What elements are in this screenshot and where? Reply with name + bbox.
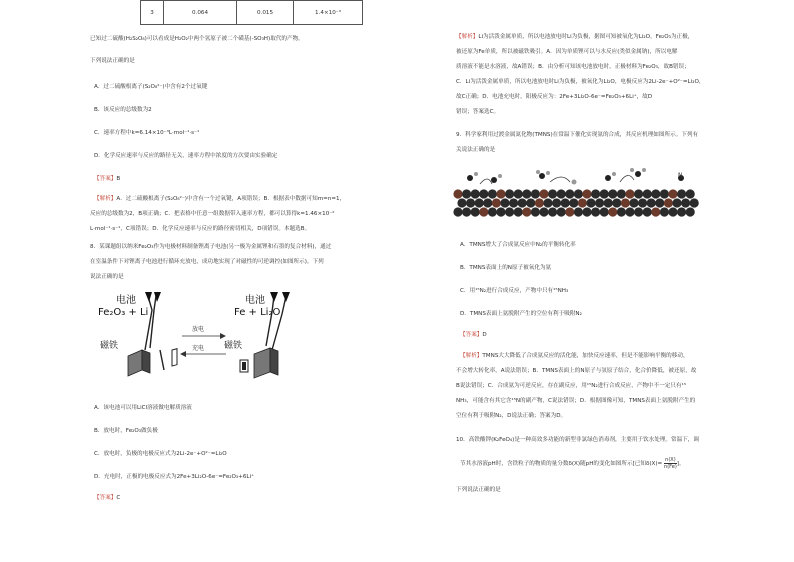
surface-atom	[647, 198, 656, 207]
surface-atom	[466, 198, 475, 207]
surface-atom	[621, 198, 630, 207]
q9-answer-line	[460, 332, 487, 339]
explanation-text: Li为活泼金属单质，所以电池放电时Li为负极，据图可知被氧化为Li₂O，Fe₂O₃为正极，	[478, 34, 694, 40]
question-10-text: 10．高铁酸钾(K₂FeO₄)是一种高效多功能的新型非氯绿色消毒剂，主要用于饮水处理。常温下，调	[456, 437, 699, 443]
answer-value: C	[116, 495, 121, 501]
surface-atom	[677, 189, 686, 198]
question-8-text: 8．某课题组以纳米Fe₂O₃作为电极材料制备锂离子电池(另一极为金属锂和石墨的复合材料)，通过	[90, 244, 332, 250]
explanation-line	[456, 34, 693, 41]
surface-atom	[509, 198, 518, 207]
fig-n-label: N	[678, 172, 683, 179]
table-cell: 3	[141, 1, 164, 25]
surface-atom	[569, 198, 578, 207]
surface-atom	[617, 207, 626, 216]
explanation-text: 错误；答案选C。	[456, 109, 500, 115]
surface-atom	[651, 207, 660, 216]
surface-atom	[488, 207, 497, 216]
surface-atom	[505, 189, 514, 198]
surface-atom	[668, 189, 677, 198]
surface-atom	[457, 198, 466, 207]
question-9-text: 9．科学家利用过渡金属氮化物(TMNS)在常温下催化实现氨的合成，其反应机理如图所示。下列有	[456, 132, 699, 138]
surface-atom	[600, 207, 609, 216]
answer-tag: 【答案】	[94, 495, 117, 501]
surface-atom	[462, 189, 471, 198]
q8-option-d: D．充电时，正极的电极反应式为2Fe+3Li₂O-6e⁻=Fe₂O₃+6Li⁺	[94, 474, 255, 480]
answer-tag: 【答案】	[460, 332, 483, 338]
surface-atom	[535, 198, 544, 207]
electrode-tip	[282, 292, 290, 302]
surface-atom	[496, 189, 505, 198]
surface-atom	[500, 198, 509, 207]
surface-atom	[664, 198, 673, 207]
surface-atom	[488, 189, 497, 198]
q9-option-b: B．TMNS表面上的N原子被氧化为氨	[460, 265, 552, 271]
explanation-text: 质溶液不能是水溶液，故A错误；B．由分析可知该电池放电时，正极材料为Fe₂O₃，故B错误；	[456, 64, 690, 70]
surface-atom	[608, 207, 617, 216]
surface-atom	[586, 198, 595, 207]
explanation-text: A．过二硫酸根离子(S₂O₈²⁻)中含有一个过氧键，A项错误；B．根据表中数据可知m=n=1，	[116, 196, 346, 202]
surface-atom	[557, 207, 566, 216]
option-b: B．该反应的总级数为2	[94, 107, 152, 113]
surface-atom	[548, 189, 557, 198]
surface-atom	[471, 189, 480, 198]
q9-option-d: D．TMNS表面上氨脱附产生的空位有利于吸附N₂	[460, 311, 582, 317]
surface-atom	[686, 207, 695, 216]
battery-left	[128, 350, 142, 376]
fig-right-title: 电池	[245, 295, 265, 306]
q9-option-c: C．用¹⁵N₂进行合成反应，产物中只有¹⁵NH₃	[460, 288, 569, 294]
surface-atom	[582, 207, 591, 216]
explanation-text: 反应的总级数为2，B项正确；C．把表格中任意一组数据带入速率方程，都可以算得k=1.46×10⁻²	[90, 211, 335, 217]
surface-atom	[600, 189, 609, 198]
surface-atom	[505, 207, 514, 216]
answer-value: D	[482, 332, 487, 338]
explanation-text: 故C正确；D．电池充电时，阳极反应为：2Fe+3Li₂O-6e⁻=Fe₂O₃+6Li⁺，故D	[456, 94, 653, 100]
surface-atom	[690, 198, 699, 207]
surface-atom	[643, 189, 652, 198]
surface-atom	[522, 207, 531, 216]
table-cell: 0.064	[164, 1, 237, 25]
surface-atom	[561, 198, 570, 207]
surface-atom	[617, 189, 626, 198]
surface-atom	[681, 198, 690, 207]
surface-atom	[612, 198, 621, 207]
option-c: C．速率方程中k=6.14×10⁻³L·mol⁻¹·s⁻¹	[94, 130, 200, 136]
surface-atom	[531, 189, 540, 198]
question-10-stem: 节其水溶液pH时，含铁粒子的物质的量分数δ(X)随pH的变化如图所示[已知δ(X)=	[460, 461, 663, 467]
answer-value: B	[116, 176, 121, 182]
surface-atom	[483, 198, 492, 207]
fraction-numerator: n(X)	[665, 457, 676, 463]
explanation-text: TMNS大大降低了合成氨反应的活化能，加快反应速率，但是不能影响平衡的移动，	[482, 353, 689, 359]
surface-atom	[578, 198, 587, 207]
electrode-tip	[270, 292, 278, 302]
magnet-left	[172, 349, 177, 366]
surface-atom	[591, 207, 600, 216]
fig-left-magnet-label: 磁铁	[100, 341, 119, 351]
q8-answer-line	[94, 495, 120, 502]
surface-atom	[625, 207, 634, 216]
table-cell: 0.015	[237, 1, 294, 25]
surface-atom	[539, 207, 548, 216]
surface-atom	[565, 189, 574, 198]
magnet-right	[242, 362, 246, 370]
question-8-text: 说法正确的是	[90, 274, 124, 280]
fig-charge-label: 充电	[192, 345, 205, 352]
explanation-text: 不会增大转化率，A说法错误；B．TMNS表面上的N原子与氢原子结合，化合价降低，被还原，故	[456, 368, 697, 374]
explanation-text: 空位有利于吸附N₂，D说法正确；答案为D。	[456, 413, 567, 419]
fig-left-formula: Fe₂O₃ + Li	[98, 307, 149, 318]
surface-atom	[672, 198, 681, 207]
fraction-denominator: n(Fe)	[664, 464, 677, 470]
surface-atom	[548, 207, 557, 216]
table-cell: 1.4×10⁻³	[294, 1, 363, 25]
explanation-line	[460, 353, 689, 360]
fig-discharge-label: 放电	[192, 326, 205, 333]
battery-right	[254, 348, 270, 378]
surface-atom	[643, 207, 652, 216]
surface-atom	[514, 189, 523, 198]
surface-atom	[595, 198, 604, 207]
explanation-text: C．Li为活泼金属单质，所以电池放电时Li为负极，被氧化为Li₂O，电极反应为2Li-2e⁻+O²⁻=Li₂O，	[456, 79, 705, 85]
answer-tag: 【答案】	[94, 176, 117, 182]
question-stem: 下列说法正确的是	[90, 58, 135, 64]
surface-atom	[655, 198, 664, 207]
surface-atom	[565, 207, 574, 216]
surface-atom	[543, 198, 552, 207]
explanation-text: L·mol⁻¹·s⁻¹，C项错误；D．化学反应速率与反应的路径密切相关，D项错误。本题选B。	[90, 226, 311, 232]
surface-atom	[526, 198, 535, 207]
surface-atom	[625, 189, 634, 198]
surface-atom	[608, 189, 617, 198]
fraction-tail: ]。	[676, 461, 685, 467]
surface-atom	[660, 189, 669, 198]
surface-atom	[651, 189, 660, 198]
explanation-text: B说法错误；C．合成氨为可逆反应，存在副反应，用¹⁵N₂进行合成反应，产物中不一定只有¹⁵	[456, 383, 687, 389]
question-9-text: 关说法正确的是	[456, 147, 496, 153]
surface-atom	[496, 207, 505, 216]
surface-atom	[629, 198, 638, 207]
surface-atom	[638, 198, 647, 207]
tmns-mechanism-diagram	[450, 164, 700, 226]
surface-atom	[518, 198, 527, 207]
surface-atom	[582, 189, 591, 198]
explanation-tag: 【解析】	[456, 34, 479, 40]
fig-right-formula: Fe + Li₂O	[234, 307, 281, 318]
surface-atom	[677, 207, 686, 216]
surface-atom	[475, 198, 484, 207]
option-a: A．过二硫酸根离子(S₂O₈²⁻)中含有2个过氧键	[94, 84, 208, 90]
surface-atom	[574, 189, 583, 198]
surface-atom	[479, 207, 488, 216]
surface-atom	[634, 189, 643, 198]
surface-atom	[552, 198, 561, 207]
explanation-text: 被还原为Fe单质，所以被磁铁吸引。A．因为单质锂可以与水反应(类似金属钠)，所以电解	[456, 49, 678, 55]
surface-atom	[471, 207, 480, 216]
q9-option-a: A．TMNS增大了合成氨反应中N₂的平衡转化率	[460, 242, 576, 248]
surface-atom	[660, 207, 669, 216]
surface-atom	[686, 189, 695, 198]
surface-atom	[591, 189, 600, 198]
explanation-tag: 【解析】	[94, 196, 117, 202]
explanation-text: NH₃，可能含有其它含¹⁵N的副产物，C说法错误；D．根据图像可知，TMNS表面上氨脱附产生的	[456, 398, 696, 404]
explanation-line	[94, 196, 345, 203]
question-10-text: 下列说法正确的是	[456, 487, 501, 493]
surface-atom	[514, 207, 523, 216]
table-row	[141, 1, 363, 25]
surface-atom	[668, 207, 677, 216]
question-8-text: 在室温条件下对锂离子电池进行循环充放电，成功地实现了对磁性的可逆调控(如图所示)。下列	[90, 259, 324, 265]
fraction	[664, 457, 677, 470]
q8-option-c: C．放电时，负极的电极反应式为2Li-2e⁻+O²⁻=Li₂O	[94, 451, 227, 457]
surface-atom	[462, 207, 471, 216]
surface-atom	[453, 189, 462, 198]
q8-option-b: B．放电时，Fe₂O₃做负极	[94, 428, 158, 434]
intro-text: 已知过二硫酸(H₂S₂O₈)可以看成是H₂O₂中两个氢原子被二个磺基(-SO₃H)取代的产物。	[90, 36, 304, 42]
surface-atom	[522, 189, 531, 198]
surface-atom	[634, 207, 643, 216]
surface-atom	[479, 189, 488, 198]
rate-table	[140, 0, 363, 25]
fig-left-title: 电池	[116, 295, 136, 306]
surface-atom	[557, 189, 566, 198]
option-d: D．化学反应速率与反应的路径无关，速率方程中浓度的方次要由实验确定	[94, 153, 278, 159]
surface-atom	[531, 207, 540, 216]
surface-atom	[453, 207, 462, 216]
surface-atom	[492, 198, 501, 207]
question-10-text	[460, 457, 685, 470]
surface-atom	[539, 189, 548, 198]
q8-option-a: A．该电池可以用LiCl溶液做电解质溶液	[94, 405, 192, 411]
surface-atom	[604, 198, 613, 207]
explanation-tag: 【解析】	[460, 353, 483, 359]
surface-atom	[574, 207, 583, 216]
fig-right-magnet-label: 磁铁	[224, 341, 243, 351]
electrode-tip	[145, 292, 152, 302]
answer-line	[94, 176, 120, 183]
